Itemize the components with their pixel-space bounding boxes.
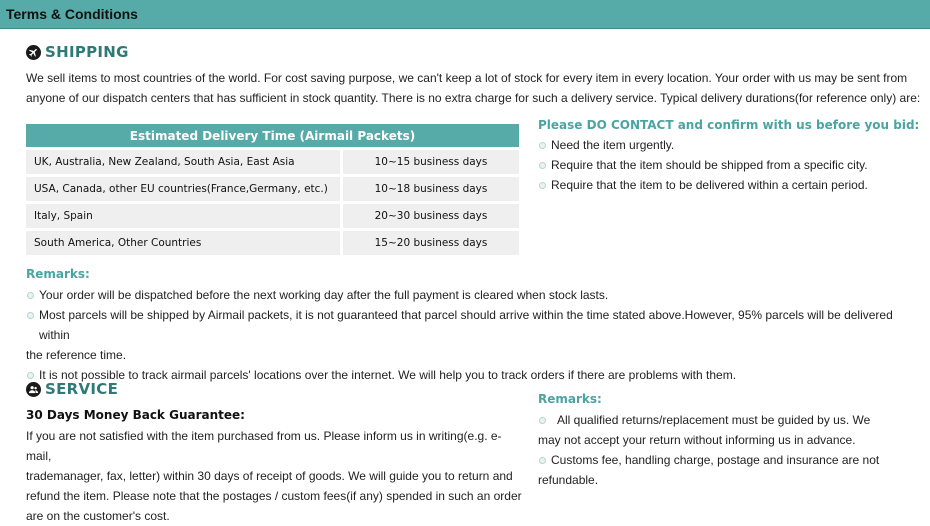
service-title: SERVICE (45, 380, 119, 398)
shipping-heading (26, 43, 129, 61)
service-remarks-heading: Remarks: (538, 392, 602, 406)
list-item: Customs fee, handling charge, postage and insurance are not (538, 450, 923, 470)
users-icon (26, 382, 41, 397)
table-row (26, 231, 519, 255)
table-row (26, 177, 519, 201)
list-item: Require that the item should be shipped from a specific city. (538, 155, 918, 175)
bullet-icon (539, 162, 546, 169)
shipping-title: SHIPPING (45, 43, 129, 61)
region-cell: Italy, Spain (26, 204, 343, 228)
page-title: Terms & Conditions (6, 6, 138, 22)
list-item-continued: the reference time. (26, 348, 127, 362)
list-item: It is not possible to track airmail parcels' locations over the internet. We will help you to track orders if there are problems with them. (26, 365, 921, 385)
header-bar (0, 0, 930, 29)
shipping-intro-line2: anyone of our dispatch centers that has sufficient in stock quantity. There is no extra charge for such a delivery service. Typical delivery durations(for reference only) are: (26, 91, 921, 105)
days-cell: 10~15 business days (343, 150, 519, 174)
bullet-icon (539, 142, 546, 149)
guarantee-heading: 30 Days Money Back Guarantee: (26, 408, 245, 422)
contact-list (538, 135, 918, 195)
table-row (26, 150, 519, 174)
list-item: All qualified returns/replacement must be guided by us. We (538, 410, 923, 430)
shipping-intro (26, 68, 926, 108)
airplane-icon (26, 45, 41, 60)
list-item: Need the item urgently. (538, 135, 918, 155)
region-cell: UK, Australia, New Zealand, South Asia, East Asia (26, 150, 343, 174)
list-item: Most parcels will be shipped by Airmail packets, it is not guaranteed that parcel should arrive within the time stated above.However, 95% parcels will be delivered within (26, 305, 921, 345)
delivery-table-header: Estimated Delivery Time (Airmail Packets) (26, 124, 519, 147)
days-cell: 15~20 business days (343, 231, 519, 255)
table-row (26, 204, 519, 228)
shipping-intro-line1: We sell items to most countries of the world. For cost saving purpose, we can't keep a lot of stock for every item in every location. Your order with us may be sent from (26, 71, 908, 85)
service-remarks: All qualified returns/replacement must be guided by us. We may not accept your return without informing us in advance. Customs fee, handling charge, postage and insurance are not refundable. (538, 410, 923, 490)
shipping-remarks-list (26, 285, 921, 385)
contact-heading: Please DO CONTACT and confirm with us before you bid: (538, 118, 920, 132)
bullet-icon (539, 182, 546, 189)
bullet-icon (539, 457, 546, 464)
shipping-remarks-heading: Remarks: (26, 267, 90, 281)
guarantee-text: If you are not satisfied with the item purchased from us. Please inform us in writing(e.g. e-mail, trademanager, fax, letter) within 30 days of receipt of goods. We will guide you to return and refund the item. Please note that the postages / custom fees(if any) spended in such an order are on the customer's cost. (26, 429, 522, 523)
service-heading (26, 380, 118, 398)
list-item: Your order will be dispatched before the next working day after the full payment is cleared when stock lasts. (26, 285, 921, 305)
list-item: Require that the item to be delivered within a certain period. (538, 175, 918, 195)
delivery-time-table (26, 121, 519, 258)
bullet-icon (27, 312, 34, 319)
days-cell: 10~18 business days (343, 177, 519, 201)
region-cell: USA, Canada, other EU countries(France,Germany, etc.) (26, 177, 343, 201)
region-cell: South America, Other Countries (26, 231, 343, 255)
days-cell: 20~30 business days (343, 204, 519, 228)
bullet-icon (27, 292, 34, 299)
bullet-icon (539, 417, 546, 424)
bullet-icon (27, 372, 34, 379)
